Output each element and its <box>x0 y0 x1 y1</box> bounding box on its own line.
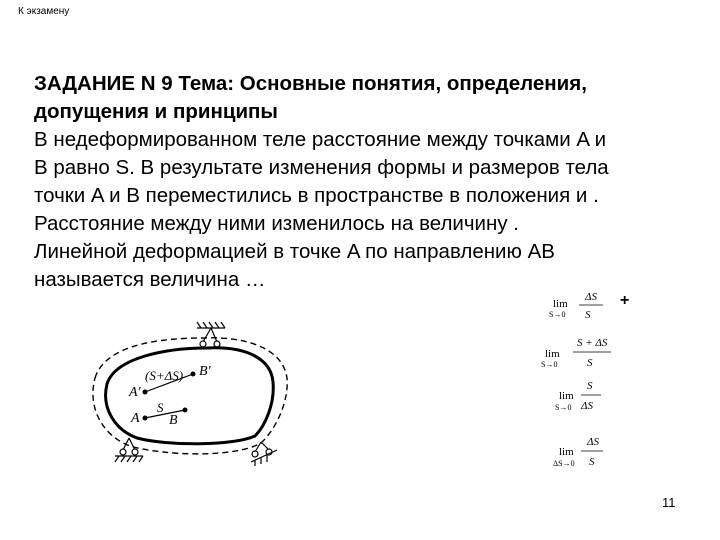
limit-subscript: S→0 <box>541 360 558 369</box>
deformed-outline <box>93 338 287 454</box>
lim-text: lim <box>545 348 560 360</box>
point-b-prime <box>191 372 196 377</box>
bottom-left-support <box>115 438 143 462</box>
answer-option-1[interactable] <box>549 291 603 321</box>
correct-answer-mark: + <box>620 292 630 309</box>
point-a <box>143 416 148 421</box>
task-title-line-1: ЗАДАНИЕ N 9 Тема: Основные понятия, определения, <box>34 72 587 95</box>
task-body-line: B равно S. В результате изменения формы и размеров тела <box>34 156 609 179</box>
label-a-prime: A' <box>129 385 141 400</box>
task-body-line: В недеформированном теле расстояние между точками A и <box>34 128 607 151</box>
lim-text: lim <box>559 446 574 458</box>
task-body-line: Расстояние между ними изменилось на величину . <box>34 212 519 235</box>
answer-option-2[interactable] <box>541 337 611 369</box>
task-title-line-2: допущения и принципы <box>34 100 278 123</box>
numerator: ΔS <box>587 436 599 448</box>
top-support <box>197 322 225 347</box>
limit-subscript: S→0 <box>555 403 572 412</box>
denominator: S <box>585 309 591 321</box>
segment-a-b <box>145 410 185 418</box>
back-to-exam-link[interactable]: К экзамену <box>18 6 70 17</box>
task-text <box>34 70 704 294</box>
page-number: 11 <box>662 495 676 510</box>
lim-text: lim <box>559 390 574 402</box>
answer-options <box>535 285 625 480</box>
label-b-prime: B' <box>199 364 211 379</box>
denominator: ΔS <box>581 400 593 412</box>
denominator: S <box>587 357 593 369</box>
limit-subscript: S→0 <box>549 310 566 319</box>
limit-subscript: ΔS→0 <box>553 459 575 468</box>
numerator: S + ΔS <box>577 337 608 349</box>
denominator: S <box>589 456 595 468</box>
point-a-prime <box>143 390 148 395</box>
numerator: ΔS <box>585 291 597 303</box>
answer-option-4[interactable] <box>553 436 603 468</box>
numerator: S <box>587 380 593 392</box>
task-body-line: точки A и B переместились в пространстве в положения и . <box>34 184 599 207</box>
label-b: B <box>169 413 178 428</box>
task-body-line: называется величина … <box>34 268 266 291</box>
answer-option-3[interactable] <box>555 380 601 412</box>
label-s-delta: (S+ΔS) <box>145 368 184 383</box>
point-b <box>183 408 188 413</box>
label-s: S <box>157 400 164 415</box>
lim-text: lim <box>553 298 568 310</box>
label-a: A <box>131 411 140 426</box>
deformed-body-diagram <box>85 318 295 468</box>
task-body-line: Линейной деформацией в точке A по направлению AB <box>34 240 555 263</box>
